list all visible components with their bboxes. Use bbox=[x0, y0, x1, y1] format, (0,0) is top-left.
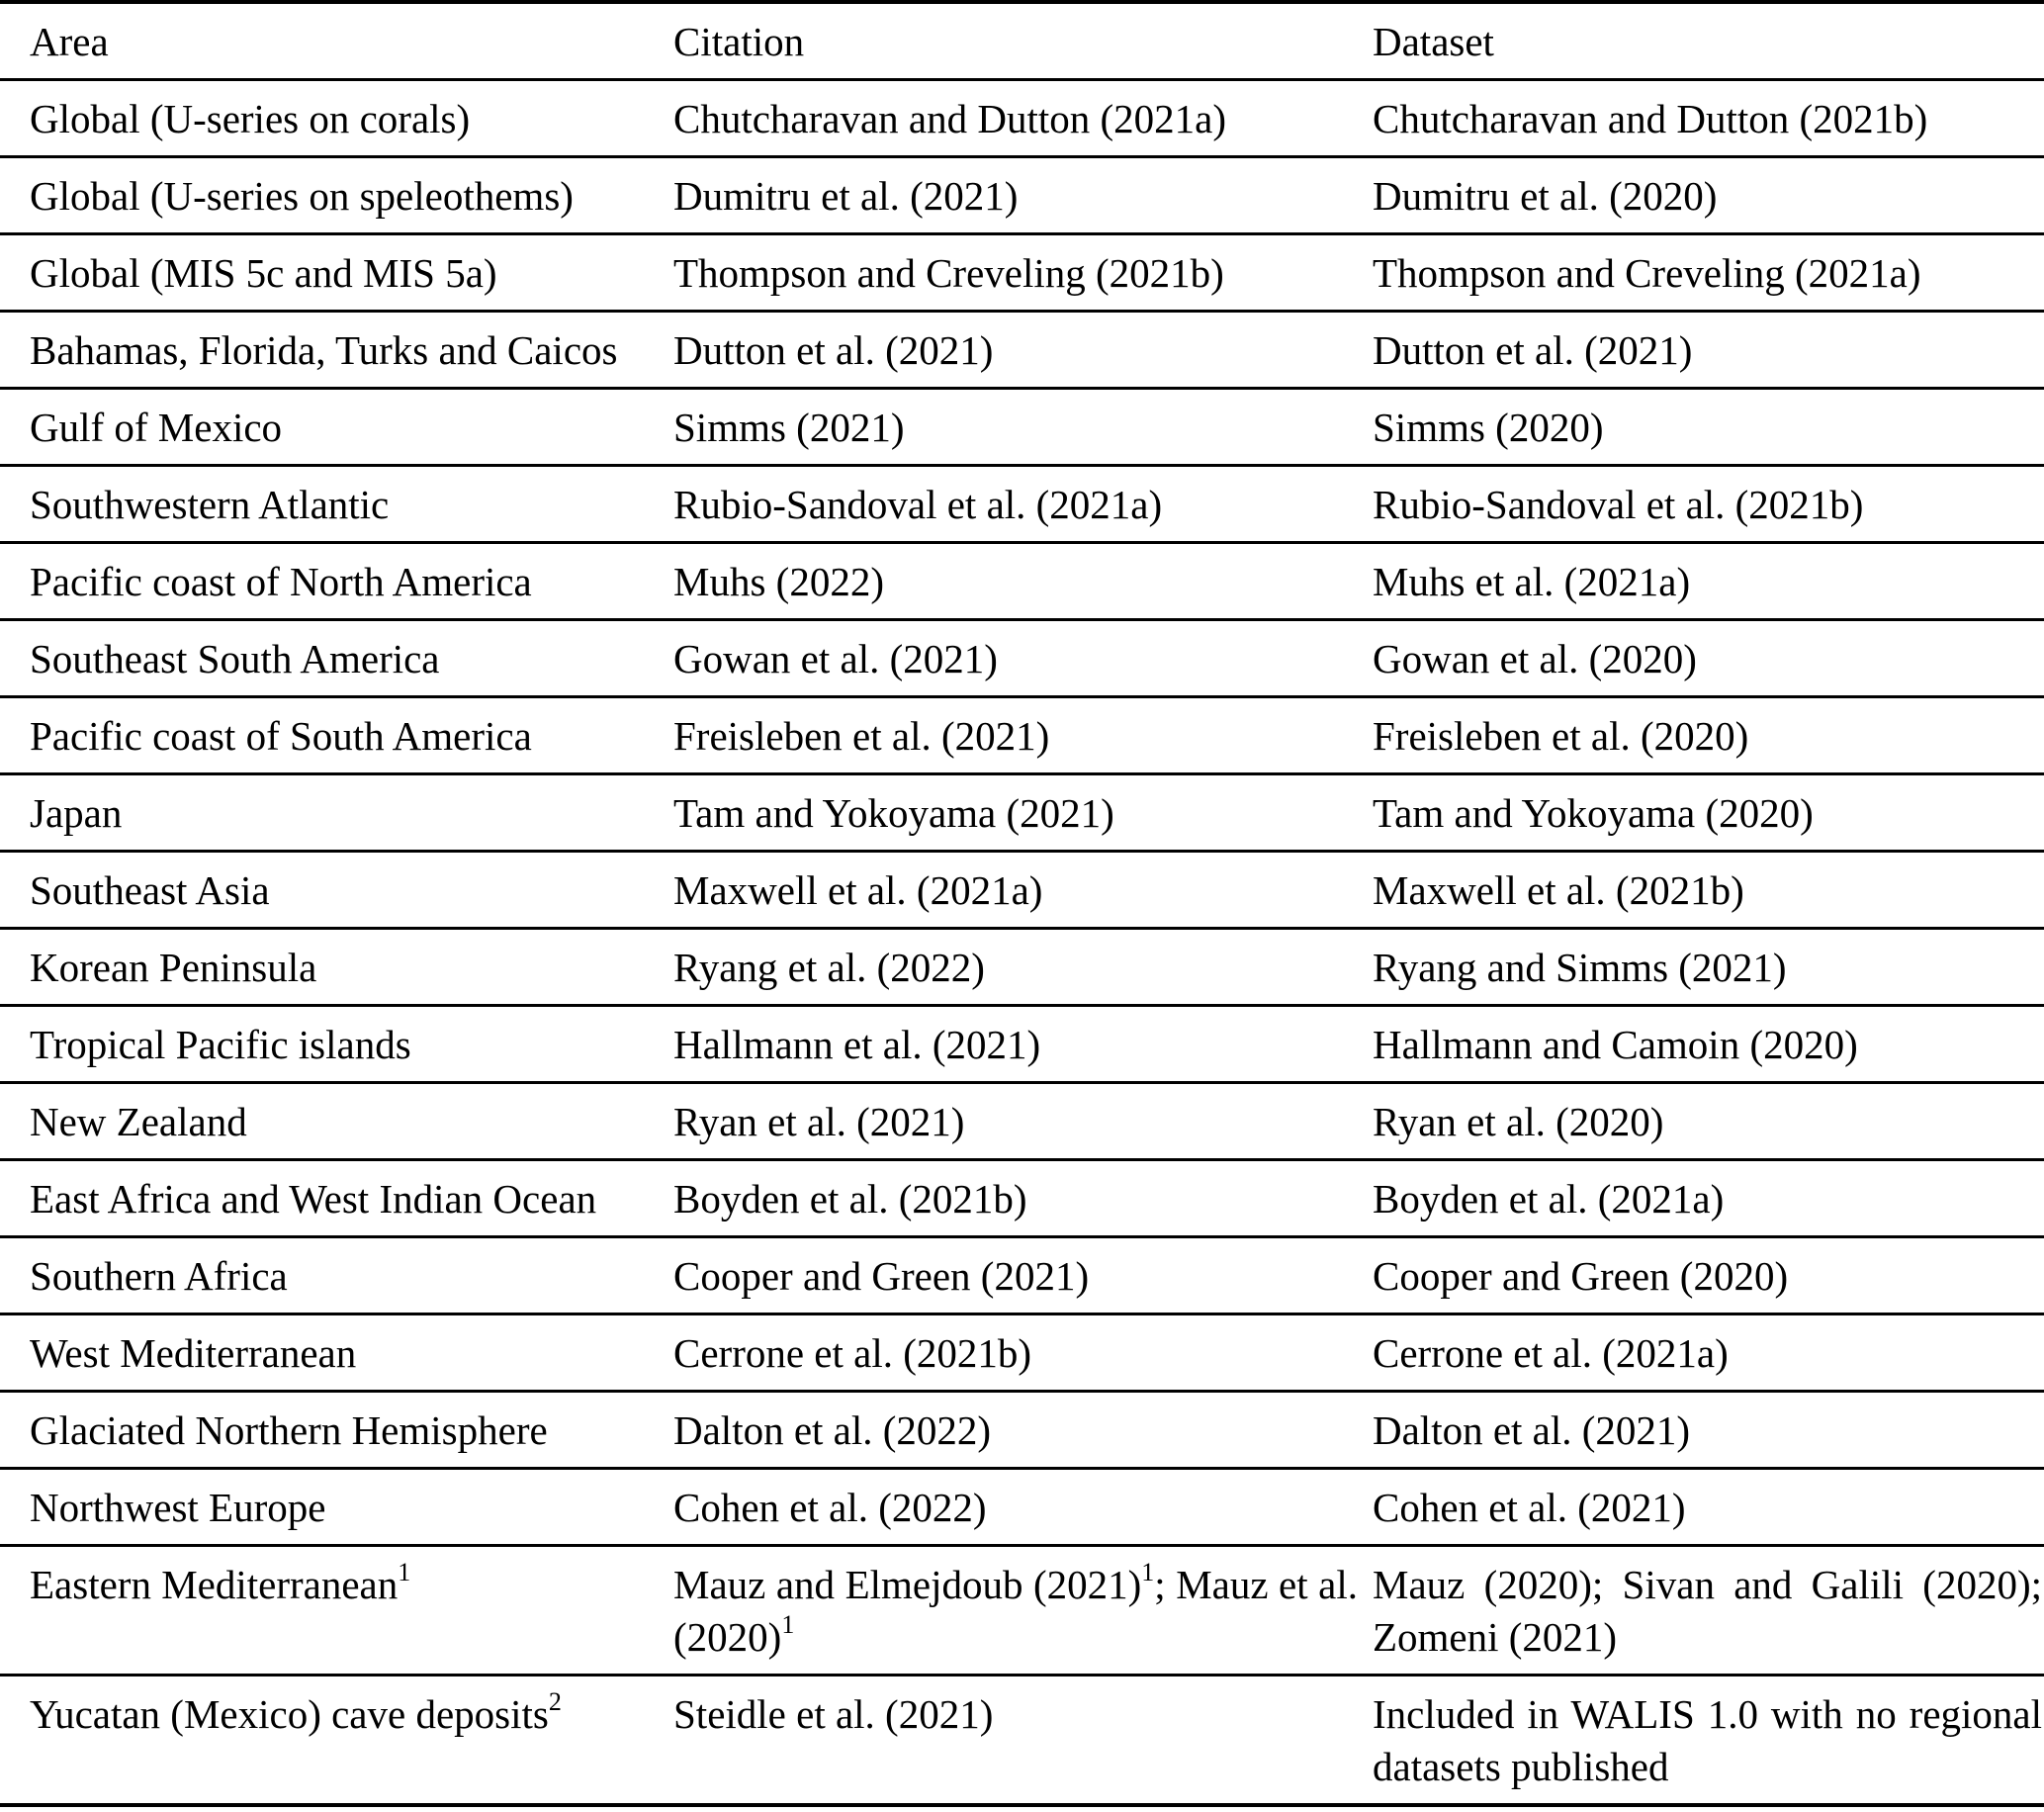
table-row bbox=[0, 697, 2044, 774]
dataset-cell: Cerrone et al. (2021a) bbox=[1373, 1314, 2044, 1392]
area-cell: Global (MIS 5c and MIS 5a) bbox=[0, 234, 673, 312]
area-cell: Southeast Asia bbox=[0, 852, 673, 929]
table-row bbox=[0, 1676, 2044, 1806]
citation-cell: Dutton et al. (2021) bbox=[673, 312, 1373, 389]
area-cell: East Africa and West Indian Ocean bbox=[0, 1160, 673, 1237]
dataset-cell: Tam and Yokoyama (2020) bbox=[1373, 774, 2044, 852]
dataset-cell: Muhs et al. (2021a) bbox=[1373, 543, 2044, 620]
citation-cell: Ryan et al. (2021) bbox=[673, 1083, 1373, 1160]
citation-cell: Tam and Yokoyama (2021) bbox=[673, 774, 1373, 852]
citation-cell: Hallmann et al. (2021) bbox=[673, 1006, 1373, 1083]
table-row bbox=[0, 312, 2044, 389]
table-body bbox=[0, 80, 2044, 1806]
area-cell: Pacific coast of South America bbox=[0, 697, 673, 774]
table-row bbox=[0, 1006, 2044, 1083]
area-cell: Southern Africa bbox=[0, 1237, 673, 1314]
citation-cell: Mauz and Elmejdoub (2021)$^1$; Mauz et al. (2020)$^1$ bbox=[673, 1546, 1373, 1676]
footnote-marker: 2 bbox=[548, 1687, 562, 1716]
dataset-cell: Hallmann and Camoin (2020) bbox=[1373, 1006, 2044, 1083]
area-cell: Southwestern Atlantic bbox=[0, 466, 673, 543]
area-cell: Japan bbox=[0, 774, 673, 852]
dataset-cell: Boyden et al. (2021a) bbox=[1373, 1160, 2044, 1237]
table-row bbox=[0, 234, 2044, 312]
column-header-dataset: Dataset bbox=[1373, 2, 2044, 80]
citation-cell: Simms (2021) bbox=[673, 389, 1373, 466]
dataset-cell: Thompson and Creveling (2021a) bbox=[1373, 234, 2044, 312]
table-header bbox=[0, 2, 2044, 80]
citation-cell: Boyden et al. (2021b) bbox=[673, 1160, 1373, 1237]
citation-cell: Chutcharavan and Dutton (2021a) bbox=[673, 80, 1373, 157]
dataset-cell: Rubio-Sandoval et al. (2021b) bbox=[1373, 466, 2044, 543]
citation-cell: Maxwell et al. (2021a) bbox=[673, 852, 1373, 929]
table-row bbox=[0, 80, 2044, 157]
dataset-cell: Mauz (2020); Sivan and Galili (2020); Zomeni (2021) bbox=[1373, 1546, 2044, 1676]
dataset-cell: Ryan et al. (2020) bbox=[1373, 1083, 2044, 1160]
citation-cell: Freisleben et al. (2021) bbox=[673, 697, 1373, 774]
citation-cell: Dumitru et al. (2021) bbox=[673, 157, 1373, 234]
citation-cell: Cerrone et al. (2021b) bbox=[673, 1314, 1373, 1392]
table-row bbox=[0, 1314, 2044, 1392]
area-cell: Bahamas, Florida, Turks and Caicos bbox=[0, 312, 673, 389]
dataset-cell: Dutton et al. (2021) bbox=[1373, 312, 2044, 389]
footnote-marker: 1 bbox=[781, 1610, 795, 1639]
dataset-cell: Ryang and Simms (2021) bbox=[1373, 929, 2044, 1006]
citation-cell: Cohen et al. (2022) bbox=[673, 1469, 1373, 1546]
table-row bbox=[0, 1469, 2044, 1546]
table-row bbox=[0, 774, 2044, 852]
area-cell: West Mediterranean bbox=[0, 1314, 673, 1392]
table-row bbox=[0, 1392, 2044, 1469]
dataset-cell: Cooper and Green (2020) bbox=[1373, 1237, 2044, 1314]
citation-cell: Steidle et al. (2021) bbox=[673, 1676, 1373, 1806]
area-cell: Northwest Europe bbox=[0, 1469, 673, 1546]
table-row bbox=[0, 620, 2044, 697]
table-row bbox=[0, 929, 2044, 1006]
dataset-cell: Freisleben et al. (2020) bbox=[1373, 697, 2044, 774]
area-cell: Yucatan (Mexico) cave deposits$^2$ bbox=[0, 1676, 673, 1806]
dataset-cell: Cohen et al. (2021) bbox=[1373, 1469, 2044, 1546]
citation-cell: Gowan et al. (2021) bbox=[673, 620, 1373, 697]
table-row bbox=[0, 1083, 2044, 1160]
dataset-cell: Chutcharavan and Dutton (2021b) bbox=[1373, 80, 2044, 157]
dataset-cell: Dumitru et al. (2020) bbox=[1373, 157, 2044, 234]
citation-cell: Rubio-Sandoval et al. (2021a) bbox=[673, 466, 1373, 543]
footnote-marker: 1 bbox=[398, 1558, 411, 1586]
dataset-cell: Dalton et al. (2021) bbox=[1373, 1392, 2044, 1469]
area-cell: Glaciated Northern Hemisphere bbox=[0, 1392, 673, 1469]
citation-cell: Cooper and Green (2021) bbox=[673, 1237, 1373, 1314]
dataset-cell: Included in WALIS 1.0 with no regional datasets published bbox=[1373, 1676, 2044, 1806]
table-row bbox=[0, 543, 2044, 620]
dataset-cell: Maxwell et al. (2021b) bbox=[1373, 852, 2044, 929]
area-cell: Eastern Mediterranean$^1$ bbox=[0, 1546, 673, 1676]
area-cell: Global (U-series on corals) bbox=[0, 80, 673, 157]
column-header-area: Area bbox=[0, 2, 673, 80]
citation-cell: Muhs (2022) bbox=[673, 543, 1373, 620]
table-row bbox=[0, 157, 2044, 234]
area-cell: New Zealand bbox=[0, 1083, 673, 1160]
column-header-citation: Citation bbox=[673, 2, 1373, 80]
citation-cell: Dalton et al. (2022) bbox=[673, 1392, 1373, 1469]
table-row bbox=[0, 466, 2044, 543]
area-cell: Pacific coast of North America bbox=[0, 543, 673, 620]
citation-cell: Ryang et al. (2022) bbox=[673, 929, 1373, 1006]
area-cell: Gulf of Mexico bbox=[0, 389, 673, 466]
citation-cell: Thompson and Creveling (2021b) bbox=[673, 234, 1373, 312]
footnote-marker: 1 bbox=[1141, 1558, 1155, 1586]
table-row bbox=[0, 1237, 2044, 1314]
area-cell: Tropical Pacific islands bbox=[0, 1006, 673, 1083]
table-row bbox=[0, 852, 2044, 929]
table-row bbox=[0, 1546, 2044, 1676]
header-row bbox=[0, 2, 2044, 80]
dataset-cell: Simms (2020) bbox=[1373, 389, 2044, 466]
area-cell: Global (U-series on speleothems) bbox=[0, 157, 673, 234]
area-cell: Southeast South America bbox=[0, 620, 673, 697]
dataset-cell: Gowan et al. (2020) bbox=[1373, 620, 2044, 697]
table-row bbox=[0, 389, 2044, 466]
table-row bbox=[0, 1160, 2044, 1237]
area-cell: Korean Peninsula bbox=[0, 929, 673, 1006]
